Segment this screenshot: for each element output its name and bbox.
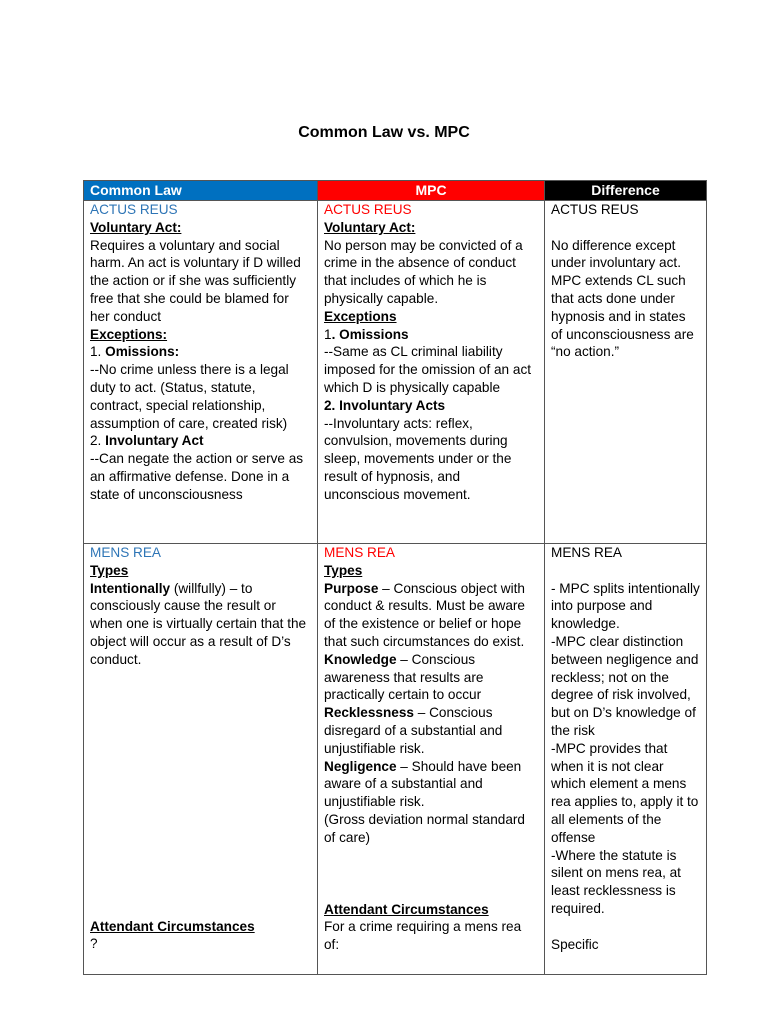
cl-voluntary-label: Voluntary Act: xyxy=(90,219,182,235)
mpc-actus-heading: ACTUS REUS xyxy=(324,202,412,217)
cl-intent-line xyxy=(90,580,311,669)
header-common-law: Common Law xyxy=(84,181,318,201)
cl-exceptions-label: Exceptions: xyxy=(90,326,168,342)
diff-mens-p1: - MPC splits intentionally into purpose and knowledge. xyxy=(551,580,700,632)
cl-involuntary-num: 2. xyxy=(90,433,106,449)
spacer xyxy=(324,847,538,901)
mpc-purpose-line xyxy=(324,580,538,651)
cl-attendant-label: Attendant Circumstances xyxy=(90,918,255,934)
mpc-purpose-label: Purpose xyxy=(324,580,379,596)
actus-reus-common-law-cell xyxy=(84,201,318,544)
mpc-negligence-line xyxy=(324,758,538,811)
cl-voluntary-text: Requires a voluntary and social harm. An act is voluntary if D willed the action or if she was sufficiently free that she could be blamed for her conduct xyxy=(90,237,301,324)
cl-intent-label: Intentionally xyxy=(90,580,171,596)
mpc-negligence-label: Negligence xyxy=(324,758,397,774)
cl-omissions-num: 1. xyxy=(90,344,106,360)
mpc-reckless-line xyxy=(324,704,538,757)
cl-involuntary-text: --Can negate the action or serve as an affirmative defense. Done in a state of unconsciousness xyxy=(90,451,304,502)
cl-types-label: Types xyxy=(90,562,129,578)
cl-omissions-line xyxy=(90,343,311,361)
mpc-omissions-num: 1 xyxy=(324,326,332,342)
mpc-mens-heading: MENS REA xyxy=(324,545,396,560)
mpc-negligence-note: (Gross deviation normal standard of care) xyxy=(324,811,525,845)
mpc-purpose-text: – Conscious object with conduct & results. Must be aware of the existence or belief or hope that such circumstances do exist. xyxy=(324,580,525,649)
spacer xyxy=(90,669,311,918)
spacer xyxy=(551,219,700,237)
mens-rea-difference-cell xyxy=(545,544,707,975)
cl-intent-text: (willfully) – to consciously cause the result or when one is virtually certain that the object will occur as a result of D’s conduct. xyxy=(90,580,307,667)
actus-reus-mpc-cell xyxy=(318,201,545,544)
mpc-knowledge-text: – Conscious awareness that results are practically certain to occur xyxy=(324,651,484,703)
header-row xyxy=(84,181,707,201)
actus-reus-difference-cell xyxy=(545,201,707,544)
comparison-table xyxy=(83,180,707,975)
cl-attendant-text: ? xyxy=(90,936,98,952)
mpc-reckless-text: – Conscious disregard of a substantial and unjustifiable risk. xyxy=(324,705,503,756)
diff-actus-text: No difference except under involuntary act. MPC extends CL such that acts done under hypnosis and in states of unconsciousness are “no action.” xyxy=(551,237,694,360)
cl-involuntary-line xyxy=(90,432,311,450)
mpc-voluntary-text: No person may be convicted of a crime in the absence of conduct that includes of which he is physically capable. xyxy=(324,237,523,306)
cl-involuntary-label: Involuntary Act xyxy=(105,433,204,449)
mpc-reckless-label: Recklessness xyxy=(324,705,414,721)
mens-rea-row xyxy=(84,544,707,975)
mpc-negligence-text: – Should have been aware of a substantial and unjustifiable risk. xyxy=(324,758,522,810)
header-difference: Difference xyxy=(545,181,707,201)
mens-rea-common-law-cell xyxy=(84,544,318,975)
mpc-knowledge-label: Knowledge xyxy=(324,651,397,667)
mpc-attendant-label: Attendant Circumstances xyxy=(324,901,489,917)
cl-mens-heading: MENS REA xyxy=(90,545,162,560)
document-title: Common Law vs. MPC xyxy=(298,124,470,141)
mpc-involuntary-label: 2. Involuntary Acts xyxy=(324,397,446,413)
cl-actus-heading: ACTUS REUS xyxy=(90,202,178,217)
cl-omissions-label: Omissions: xyxy=(105,344,180,360)
header-mpc: MPC xyxy=(318,181,545,201)
mens-rea-mpc-cell xyxy=(318,544,545,975)
mpc-omissions-label: . Omissions xyxy=(331,326,409,342)
mpc-exceptions-label: Exceptions xyxy=(324,308,397,324)
diff-mens-p3: -MPC provides that when it is not clear which element a mens rea applies to, apply it to all elements of the offense xyxy=(551,740,699,845)
mpc-omissions-line xyxy=(324,326,538,344)
spacer xyxy=(551,918,700,936)
mpc-types-label: Types xyxy=(324,562,363,578)
diff-mens-heading: MENS REA xyxy=(551,545,623,560)
mpc-omissions-text: --Same as CL criminal liability imposed for the omission of an act which D is physically capable xyxy=(324,344,532,395)
cl-omissions-text: --No crime unless there is a legal duty to act. (Status, statute, contract, special relationship, assumption of care, created risk) xyxy=(90,362,289,431)
diff-mens-p2: -MPC clear distinction between negligence and reckless; not on the degree of risk involved, but on D’s knowledge of the risk xyxy=(551,633,699,738)
mpc-knowledge-line xyxy=(324,651,538,704)
spacer xyxy=(551,562,700,580)
diff-mens-p5: Specific xyxy=(551,936,599,952)
actus-reus-row xyxy=(84,201,707,544)
mpc-involuntary-text: --Involuntary acts: reflex, convulsion, movements during sleep, movements under or the result of hypnosis, and unconscious movement. xyxy=(324,415,512,502)
diff-actus-heading: ACTUS REUS xyxy=(551,202,639,217)
mpc-attendant-text: For a crime requiring a mens rea of: xyxy=(324,919,522,953)
mpc-voluntary-label: Voluntary Act: xyxy=(324,219,416,235)
diff-mens-p4: -Where the statute is silent on mens rea, at least recklessness is required. xyxy=(551,847,681,916)
